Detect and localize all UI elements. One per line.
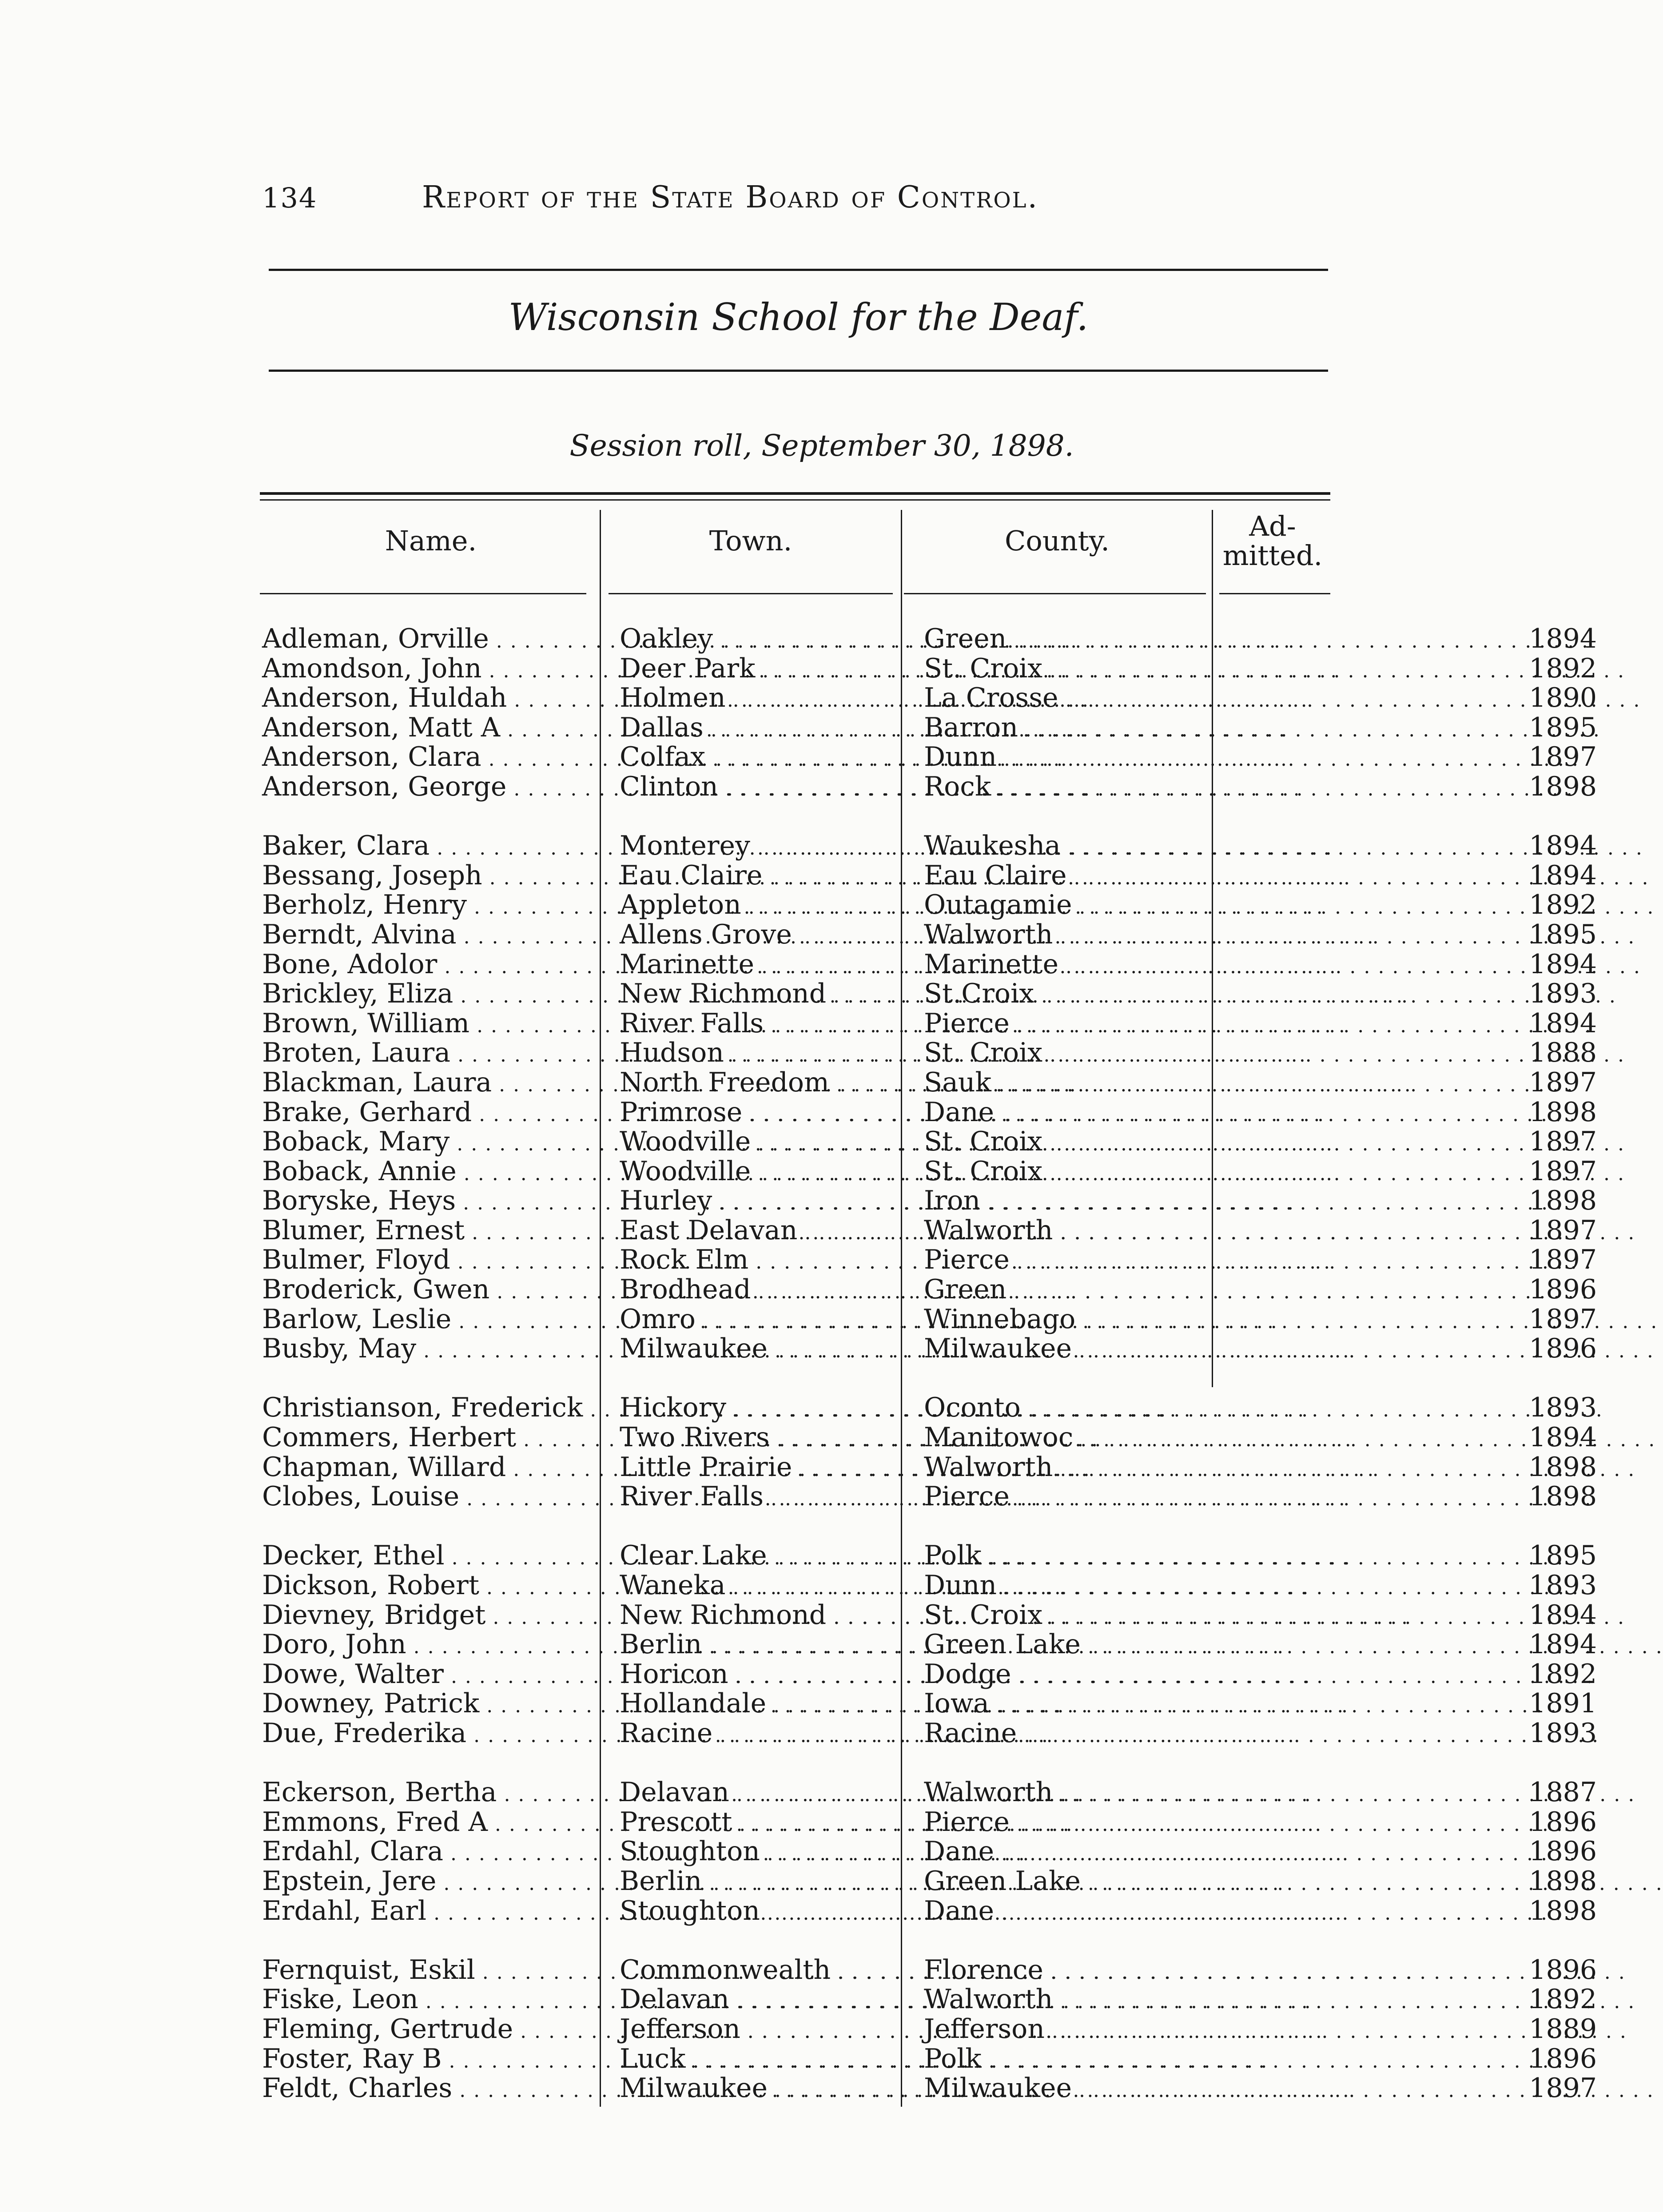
year-admitted: 1895 [1529,712,1597,743]
year-admitted: 1892 [1529,889,1597,921]
table-row [260,623,1597,654]
student-name: Bulmer, Floyd . . . [262,1245,589,1277]
table-row [260,859,1597,891]
table-row [260,1392,1597,1424]
county: St. Croix . . . [924,1127,1239,1159]
town: Rock Elm . . . [620,1245,928,1277]
town: Milwaukee . . . [620,2073,928,2106]
student-name: Doro, John . . . [262,1630,589,1662]
table-row [260,1688,1597,1719]
table-row [260,1806,1597,1838]
county: Walworth . . . [924,1778,1239,1810]
table-row [260,1066,1597,1098]
year-admitted: 1894 [1529,1629,1597,1660]
county: Milwaukee . . . [924,2073,1239,2106]
student-name: Baker, Clara . . . [262,831,589,863]
year-admitted: 1894 [1529,1422,1597,1453]
year-admitted: 1894 [1529,623,1597,654]
table-row [260,1126,1597,1158]
table-row [260,1037,1597,1069]
county: Outagamie . . . [924,890,1239,923]
year-admitted: 1895 [1529,1540,1597,1571]
student-name: Downey, Patrick . . . [262,1689,589,1721]
town: Brodhead . . . [620,1275,928,1307]
county: La Crosse . . . [924,683,1239,716]
session-heading: Session roll, September 30, 1898. [569,429,1074,463]
county: St. Croix . . . [924,1038,1239,1070]
group-spacer [260,1512,1335,1541]
header-admitted [1213,512,1333,570]
county: Jefferson . . . [924,2014,1239,2047]
town: East Delavan . . . [620,1216,928,1248]
header-underline-name [260,593,586,594]
town: River Falls . . . [620,1009,928,1041]
year-admitted: 1890 [1529,682,1597,714]
student-name: Boryske, Heys . . . [262,1186,589,1218]
student-name: Bone, Adolor . . . [262,950,589,982]
table-row [260,2043,1597,2074]
rule-table-top [260,492,1330,495]
county: Racine . . . [924,1719,1239,1751]
town: Marinette . . . [620,950,928,982]
student-name: Anderson, Huldah . . . [262,683,589,716]
county: St. Croix . . . [924,1157,1239,1189]
town: Woodville . . . [620,1127,928,1159]
header-admitted-line1: Ad- [1249,510,1296,542]
county: St. Croix . . . [924,654,1239,686]
student-name: Eckerson, Bertha . . . [262,1778,589,1810]
year-admitted: 1897 [1529,1244,1597,1276]
student-name: Broten, Laura . . . [262,1038,589,1070]
year-admitted: 1892 [1529,652,1597,684]
town: Racine . . . [620,1719,928,1751]
table-row [260,1984,1597,2015]
town: Deer Park . . . [620,654,928,686]
student-name: Erdahl, Earl . . . [262,1896,589,1929]
student-name: Due, Frederika . . . [262,1719,589,1751]
table-row [260,652,1597,684]
table-row [260,2013,1597,2045]
year-admitted: 1898 [1529,1865,1597,1897]
town: Stoughton . . . [620,1837,928,1869]
student-name: Boback, Mary . . . [262,1127,589,1159]
student-name: Dievney, Bridget . . . [262,1600,589,1633]
town: Jefferson . . . [620,2014,928,2047]
county: Green . . . [924,624,1239,656]
student-name: Blumer, Ernest . . . [262,1216,589,1248]
student-name: Erdahl, Clara . . . [262,1837,589,1869]
student-name: Fleming, Gertrude . . . [262,2014,589,2047]
year-admitted: 1897 [1529,1066,1597,1098]
year-admitted: 1896 [1529,1836,1597,1867]
student-name: Fiske, Leon . . . [262,1985,589,2017]
town: New Richmond . . . [620,979,928,1011]
table-row [260,712,1597,743]
year-admitted: 1894 [1529,1599,1597,1631]
town: Luck . . . [620,2044,928,2077]
table-row [260,771,1597,802]
rule-under-title [269,370,1328,372]
town: New Richmond . . . [620,1600,928,1633]
county: Walworth . . . [924,920,1239,952]
town: Hudson . . . [620,1038,928,1070]
student-name: Epstein, Jere . . . [262,1866,589,1899]
header-admitted-line2: mitted. [1222,539,1323,572]
county: Manitowoc . . . [924,1423,1239,1455]
year-admitted: 1892 [1529,1984,1597,2015]
county: Rock . . . [924,772,1239,804]
town: Commonwealth . . . [620,1955,928,1988]
table-row [260,1954,1597,1985]
table-row [260,1599,1597,1631]
town: Berlin . . . [620,1866,928,1899]
year-admitted: 1896 [1529,1333,1597,1365]
table-row [260,1777,1597,1808]
year-admitted: 1897 [1529,1155,1597,1187]
table-row [260,830,1597,862]
student-name: Berndt, Alvina . . . [262,920,589,952]
town: Prescott . . . [620,1807,928,1840]
student-name: Dowe, Walter . . . [262,1659,589,1692]
student-name: Brown, William . . . [262,1009,589,1041]
county: Walworth . . . [924,1985,1239,2017]
town: Waneka . . . [620,1571,928,1603]
year-admitted: 1896 [1529,1954,1597,1985]
year-admitted: 1898 [1529,1895,1597,1926]
student-name: Feldt, Charles . . . [262,2073,589,2106]
table-row [260,1007,1597,1039]
year-admitted: 1894 [1529,830,1597,862]
town: River Falls . . . [620,1482,928,1514]
student-name: Dickson, Robert . . . [262,1571,589,1603]
year-admitted: 1898 [1529,1451,1597,1483]
town: North Freedom . . . [620,1068,928,1100]
county: Dunn . . . [924,742,1239,775]
year-admitted: 1893 [1529,978,1597,1010]
student-name: Chapman, Willard . . . [262,1452,589,1485]
student-name: Emmons, Fred A . . . [262,1807,589,1840]
table-row [260,978,1597,1010]
rule-table-top-thin [260,499,1330,501]
header-underline-town [609,593,893,594]
table-row [260,1244,1597,1276]
header-town: Town. [709,525,792,557]
year-admitted: 1896 [1529,2043,1597,2074]
table-row [260,1836,1597,1867]
student-name: Broderick, Gwen . . . [262,1275,589,1307]
student-name: Clobes, Louise . . . [262,1482,589,1514]
table-row [260,919,1597,950]
town: Little Prairie . . . [620,1452,928,1485]
year-admitted: 1898 [1529,771,1597,802]
student-name: Anderson, Clara . . . [262,742,589,775]
table-row [260,1481,1597,1512]
year-admitted: 1897 [1529,1214,1597,1246]
year-admitted: 1894 [1529,1007,1597,1039]
town: Two Rivers . . . [620,1423,928,1455]
student-name: Berholz, Henry . . . [262,890,589,923]
town: Clinton . . . [620,772,928,804]
student-name: Fernquist, Eskil . . . [262,1955,589,1988]
table-row [260,1570,1597,1601]
student-name: Blackman, Laura . . . [262,1068,589,1100]
year-admitted: 1895 [1529,919,1597,950]
county: Eau Claire . . . [924,861,1239,893]
town: Dallas . . . [620,713,928,745]
town: Omro . . . [620,1305,928,1337]
town: Eau Claire . . . [620,861,928,893]
county: Green Lake . . . [924,1630,1239,1662]
student-name: Anderson, George . . . [262,772,589,804]
header-underline-county [904,593,1206,594]
county: Pierce . . . [924,1807,1239,1840]
county: Sauk . . . [924,1068,1239,1100]
county: Iowa . . . [924,1689,1239,1721]
year-admitted: 1898 [1529,1096,1597,1128]
county: St. Croix . . . [924,1600,1239,1633]
student-name: Bessang, Joseph . . . [262,861,589,893]
town: Monterey . . . [620,831,928,863]
county: Pierce . . . [924,1009,1239,1041]
table-row [260,1658,1597,1690]
header-underline-admitted [1219,593,1330,594]
county: Green Lake . . . [924,1866,1239,1899]
year-admitted: 1893 [1529,1570,1597,1601]
student-name: Busby, May . . . [262,1334,589,1366]
student-name: Foster, Ray B . . . [262,2044,589,2077]
town: Horicon . . . [620,1659,928,1692]
session-roll-table [260,623,1597,2104]
student-name: Decker, Ethel . . . [262,1541,589,1573]
year-admitted: 1897 [1529,1126,1597,1158]
county: Dunn . . . [924,1571,1239,1603]
rule-top [269,269,1328,271]
county: Dodge . . . [924,1659,1239,1692]
town: Stoughton . . . [620,1896,928,1929]
county: Marinette . . . [924,950,1239,982]
county: Waukesha . . . [924,831,1239,863]
table-row [260,1333,1597,1365]
year-admitted: 1897 [1529,741,1597,773]
group-spacer [260,1926,1335,1955]
town: Berlin . . . [620,1630,928,1662]
town: Delavan . . . [620,1985,928,2017]
table-row [260,1895,1597,1926]
table-row [260,1540,1597,1571]
year-admitted: 1897 [1529,1303,1597,1335]
table-row [260,1214,1597,1246]
year-admitted: 1893 [1529,1717,1597,1749]
table-row [260,1717,1597,1749]
running-head [262,180,1328,215]
running-title: Report of the State Board of Control. [422,180,1039,215]
year-admitted: 1894 [1529,948,1597,980]
student-name: Adleman, Orville . . . [262,624,589,656]
county: Dane . . . [924,1837,1239,1869]
student-name: Barlow, Leslie . . . [262,1305,589,1337]
county: Milwaukee . . . [924,1334,1239,1366]
county: Oconto . . . [924,1393,1239,1425]
table-row [260,1096,1597,1128]
county: Iron . . . [924,1186,1239,1218]
county: Green . . . [924,1275,1239,1307]
table-row [260,682,1597,714]
town: Hickory . . . [620,1393,928,1425]
county: Winnebago . . . [924,1305,1239,1337]
year-admitted: 1896 [1529,1806,1597,1838]
table-row [260,889,1597,921]
year-admitted: 1893 [1529,1392,1597,1424]
table-row [260,1303,1597,1335]
header-county: County. [1004,525,1110,557]
page-number: 134 [262,182,318,214]
county: Polk . . . [924,1541,1239,1573]
table-row [260,1274,1597,1305]
table-row [260,1629,1597,1660]
student-name: Christianson, Frederick . . . [262,1393,589,1425]
county: Walworth . . . [924,1452,1239,1485]
year-admitted: 1888 [1529,1037,1597,1069]
table-row [260,2073,1597,2104]
county: Walworth . . . [924,1216,1239,1248]
town: Allens Grove . . . [620,920,928,952]
town: Oakley . . . [620,624,928,656]
town: Holmen . . . [620,683,928,716]
group-spacer [260,802,1335,831]
year-admitted: 1897 [1529,2073,1597,2104]
group-spacer [260,1364,1335,1393]
town: Milwaukee . . . [620,1334,928,1366]
town: Woodville . . . [620,1157,928,1189]
year-admitted: 1898 [1529,1185,1597,1217]
table-row [260,1185,1597,1217]
town: Delavan . . . [620,1778,928,1810]
table-row [260,1865,1597,1897]
table-row [260,1451,1597,1483]
year-admitted: 1891 [1529,1688,1597,1719]
year-admitted: 1894 [1529,859,1597,891]
county: Polk . . . [924,2044,1239,2077]
town: Colfax . . . [620,742,928,775]
table-row [260,1155,1597,1187]
header-name: Name. [385,525,477,557]
year-admitted: 1889 [1529,2013,1597,2045]
town: Primrose . . . [620,1098,928,1130]
county: Barron . . . [924,713,1239,745]
student-name: Anderson, Matt A . . . [262,713,589,745]
student-name: Amondson, John . . . [262,654,589,686]
town: Appleton . . . [620,890,928,923]
student-name: Brake, Gerhard . . . [262,1098,589,1130]
county: Pierce . . . [924,1245,1239,1277]
table-row [260,1422,1597,1453]
county: Pierce . . . [924,1482,1239,1514]
county: Dane . . . [924,1098,1239,1130]
table-row [260,741,1597,773]
year-admitted: 1898 [1529,1481,1597,1512]
town: Hollandale . . . [620,1689,928,1721]
county: Florence . . . [924,1955,1239,1988]
town: Hurley . . . [620,1186,928,1218]
year-admitted: 1892 [1529,1658,1597,1690]
student-name: Brickley, Eliza . . . [262,979,589,1011]
student-name: Boback, Annie . . . [262,1157,589,1189]
county: Dane . . . [924,1896,1239,1929]
county: St.Croix . . . [924,979,1239,1011]
table-row [260,948,1597,980]
student-name: Commers, Herbert . . . [262,1423,589,1455]
group-spacer [260,1748,1335,1778]
year-admitted: 1896 [1529,1274,1597,1305]
institution-title: Wisconsin School for the Deaf. [508,295,1089,339]
town: Clear Lake . . . [620,1541,928,1573]
year-admitted: 1887 [1529,1777,1597,1808]
